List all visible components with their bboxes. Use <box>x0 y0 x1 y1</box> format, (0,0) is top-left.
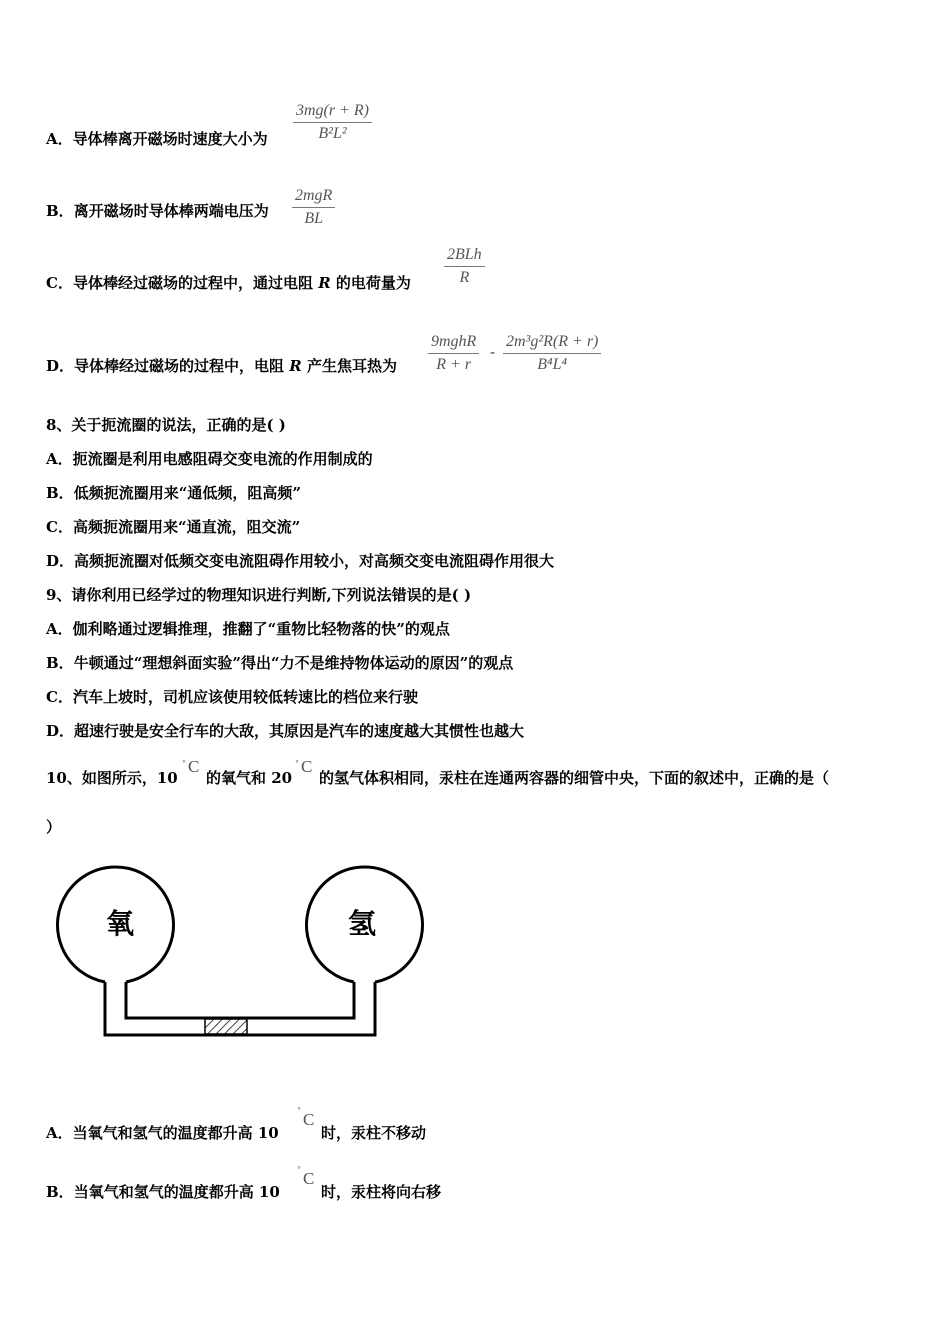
q10-option-b <box>46 1181 280 1202</box>
fraction-denominator: R <box>459 269 470 286</box>
option-text-tail: 的电荷量为 <box>335 274 411 292</box>
q9-stem: 9、请你利用已经学过的物理知识进行判断,下列说法错误的是( ) <box>46 586 472 604</box>
q10-option-a-tail: 时，汞柱不移动 <box>321 1124 427 1142</box>
degree-mark: ° <box>297 1106 301 1115</box>
option-text: 当氧气和氢气的温度都升高 10 <box>72 1124 279 1142</box>
degree-celsius-symbol: C <box>188 757 200 776</box>
option-label: C． <box>46 518 73 536</box>
option-label: D． <box>46 722 75 740</box>
mercury-column <box>205 1019 247 1034</box>
fraction-numerator: 2BLh <box>444 244 485 267</box>
option-text: 牛顿通过“理想斜面实验”得出“力不是维持物体运动的原因”的观点 <box>73 654 514 672</box>
q7-d-fraction-2 <box>503 331 601 376</box>
degree-celsius-symbol: C <box>301 757 313 776</box>
option-text-tail: 产生焦耳热为 <box>306 357 397 375</box>
q7-d-fraction-1 <box>428 331 479 376</box>
option-text: 汽车上坡时，司机应该使用较低转速比的档位来行驶 <box>72 688 418 706</box>
option-text: 扼流圈是利用电感阻碍交变电流的作用制成的 <box>72 450 373 468</box>
fraction-numerator: 2mgR <box>292 185 335 208</box>
fraction-denominator: B⁴L⁴ <box>537 356 568 373</box>
option-label: C． <box>46 688 73 706</box>
connecting-tube-inner <box>126 982 354 1018</box>
oxygen-label: 氧 <box>105 907 135 940</box>
degree-mark: ° <box>295 759 299 768</box>
q7-b-fraction <box>292 185 335 230</box>
q8-option-b <box>46 482 301 503</box>
q7-c-fraction <box>444 244 485 289</box>
degree-celsius-symbol: C <box>303 1110 315 1129</box>
fraction-denominator: BL <box>304 210 323 227</box>
q10-option-b-tail: 时，汞柱将向右移 <box>321 1183 442 1201</box>
option-label: C． <box>46 274 73 292</box>
option-text: 离开磁场时导体棒两端电压为 <box>73 202 269 220</box>
option-label: A． <box>46 620 73 638</box>
q7-option-a <box>46 128 268 149</box>
minus-sign: - <box>490 343 496 361</box>
q10-stem-close: ） <box>46 818 62 836</box>
q7-option-c <box>46 272 411 293</box>
option-text: 当氧气和氢气的温度都升高 10 <box>73 1183 280 1201</box>
q7-option-d <box>46 355 397 376</box>
q7-option-b <box>46 200 269 221</box>
q10-stem-part2: 的氧气和 20 <box>206 769 293 787</box>
q9-option-d <box>46 720 524 741</box>
degree-mark: ° <box>182 759 186 768</box>
option-label: B． <box>46 202 74 220</box>
fraction-numerator: 3mg(r + R) <box>293 100 372 123</box>
q8-stem: 8、关于扼流圈的说法，正确的是( ) <box>46 416 286 434</box>
fraction-numerator: 2m³g²R(R + r) <box>503 331 601 354</box>
q9-option-a <box>46 618 450 639</box>
q8-option-a <box>46 448 373 469</box>
gas-containers-figure <box>50 860 430 1045</box>
option-text: 超速行驶是安全行车的大敌，其原因是汽车的速度越大其惯性也越大 <box>74 722 525 740</box>
option-label: A． <box>46 1124 73 1142</box>
option-label: B． <box>46 484 74 502</box>
option-text: 导体棒经过磁场的过程中，通过电阻 <box>72 274 313 292</box>
option-text: 低频扼流圈用来“通低频，阻高频” <box>73 484 301 502</box>
variable-r: R <box>318 274 331 292</box>
option-text: 导体棒经过磁场的过程中，电阻 <box>74 357 285 375</box>
hydrogen-label: 氢 <box>347 907 377 940</box>
option-label: D． <box>46 357 75 375</box>
variable-r: R <box>289 357 302 375</box>
option-text: 高频扼流圈用来“通直流，阻交流” <box>72 518 301 536</box>
option-text: 伽利略通过逻辑推理，推翻了“重物比轻物落的快”的观点 <box>72 620 450 638</box>
q10-stem-part1: 10、如图所示，10 <box>46 769 178 787</box>
fraction-numerator: 9mghR <box>428 331 479 354</box>
option-label: A． <box>46 450 73 468</box>
option-label: D． <box>46 552 75 570</box>
q10-option-a <box>46 1122 279 1143</box>
option-label: A． <box>46 130 73 148</box>
q7-a-fraction <box>293 100 372 145</box>
option-label: B． <box>46 1183 74 1201</box>
q9-option-b <box>46 652 513 673</box>
option-label: B． <box>46 654 74 672</box>
q8-option-c <box>46 516 300 537</box>
option-text: 导体棒离开磁场时速度大小为 <box>72 130 268 148</box>
q9-option-c <box>46 686 418 707</box>
q10-stem-part3: 的氢气体积相同，汞柱在连通两容器的细管中央，下面的叙述中，正确的是（ <box>319 769 830 787</box>
fraction-denominator: B²L² <box>318 125 347 142</box>
degree-mark: ° <box>297 1165 301 1174</box>
degree-celsius-symbol: C <box>303 1169 315 1188</box>
fraction-denominator: R + r <box>436 356 472 373</box>
option-text: 高频扼流圈对低频交变电流阻碍作用较小，对高频交变电流阻碍作用很大 <box>74 552 555 570</box>
q8-option-d <box>46 550 554 571</box>
